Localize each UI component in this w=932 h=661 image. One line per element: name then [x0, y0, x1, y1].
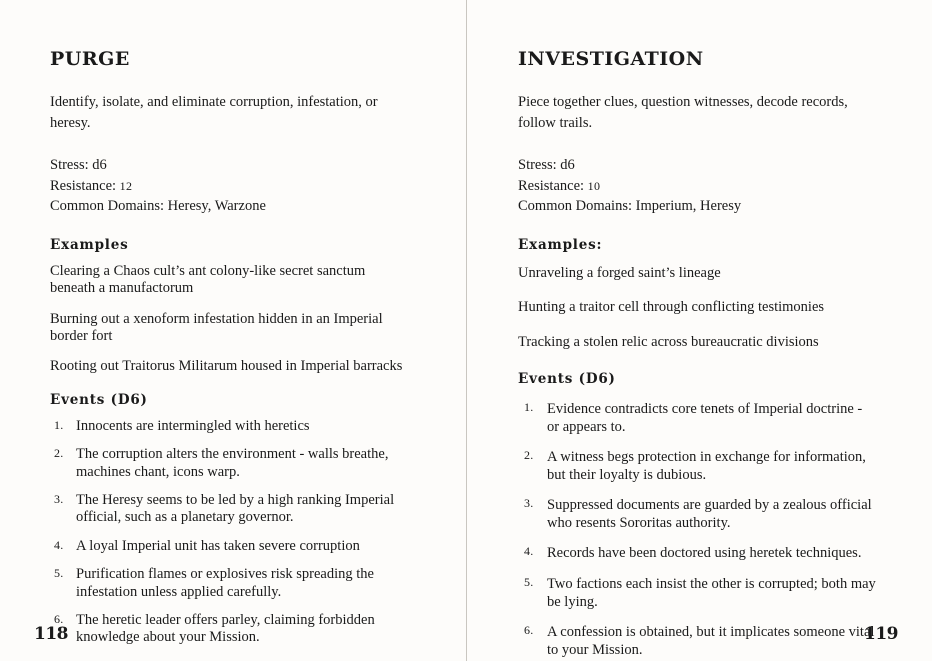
stat-stress: Stress: d6: [50, 157, 107, 174]
example-item: Rooting out Traitorus Militarum housed in Imperial barracks: [50, 358, 403, 375]
stat-resistance-label: Resistance:: [50, 177, 120, 194]
list-item: A witness begs protection in exchange for information, but their loyalty is dubious.: [547, 448, 866, 483]
stat-common-domains: Common Domains: Heresy, Warzone: [50, 198, 266, 215]
list-item: Records have been doctored using heretek techniques.: [547, 545, 862, 562]
stat-resistance: [518, 176, 876, 197]
stat-block: [518, 155, 876, 217]
right-page: [466, 0, 932, 661]
events-heading: Events (D6): [50, 391, 148, 408]
example-item: Unraveling a forged saint’s lineage: [518, 264, 721, 281]
list-item: A confession is obtained, but it implicates someone vital to your Mission.: [547, 623, 875, 658]
stat-resistance: [50, 176, 406, 197]
stat-stress: Stress: d6: [518, 157, 575, 174]
stat-common-domains: Common Domains: Imperium, Heresy: [518, 198, 742, 215]
page-number: 119: [864, 624, 898, 644]
example-item: Burning out a xenoform infestation hidden in an Imperial border fort: [50, 310, 383, 345]
example-item: Hunting a traitor cell through conflicting testimonies: [518, 299, 825, 316]
list-item: The Heresy seems to be led by a high ranking Imperial official, such as a planetary governor.: [76, 492, 395, 526]
stat-resistance-label: Resistance:: [518, 177, 588, 194]
examples-heading: Examples: [50, 236, 129, 253]
list-item: The heretic leader offers parley, claiming forbidden knowledge about your Mission.: [76, 611, 375, 646]
list-item: Two factions each insist the other is corrupted; both may be lying.: [547, 575, 876, 610]
example-item: Tracking a stolen relic across bureaucratic divisions: [518, 334, 819, 351]
stat-resistance-value: 10: [587, 178, 601, 193]
events-heading: Events (D6): [518, 370, 616, 387]
list-item: Innocents are intermingled with heretics: [76, 417, 310, 434]
section-intro-text: Identify, isolate, and eliminate corruption, infestation, or heresy.: [50, 94, 378, 131]
page-number: 118: [34, 624, 68, 644]
list-item: Evidence contradicts core tenets of Imperial doctrine - or appears to.: [547, 400, 863, 435]
page-title: INVESTIGATION: [518, 48, 704, 70]
section-intro-text: Piece together clues, question witnesses, decode records, follow trails.: [518, 94, 848, 131]
list-item: The corruption alters the environment - walls breathe, machines chant, icons warp.: [76, 446, 389, 480]
events-list: [518, 400, 876, 659]
list-item: Purification flames or explosives risk spreading the infestation unless applied carefully.: [76, 566, 374, 600]
page-title: PURGE: [50, 48, 130, 70]
list-item: Suppressed documents are guarded by a zealous official who resents Sororitas authority.: [547, 497, 872, 532]
list-item: A loyal Imperial unit has taken severe corruption: [76, 537, 360, 554]
stat-resistance-value: 12: [119, 178, 133, 193]
stat-block: [50, 155, 406, 217]
events-list: [50, 418, 406, 647]
examples-heading: Examples:: [518, 236, 603, 253]
example-item: Clearing a Chaos cult’s ant colony-like secret sanctum beneath a manufactorum: [50, 262, 366, 297]
